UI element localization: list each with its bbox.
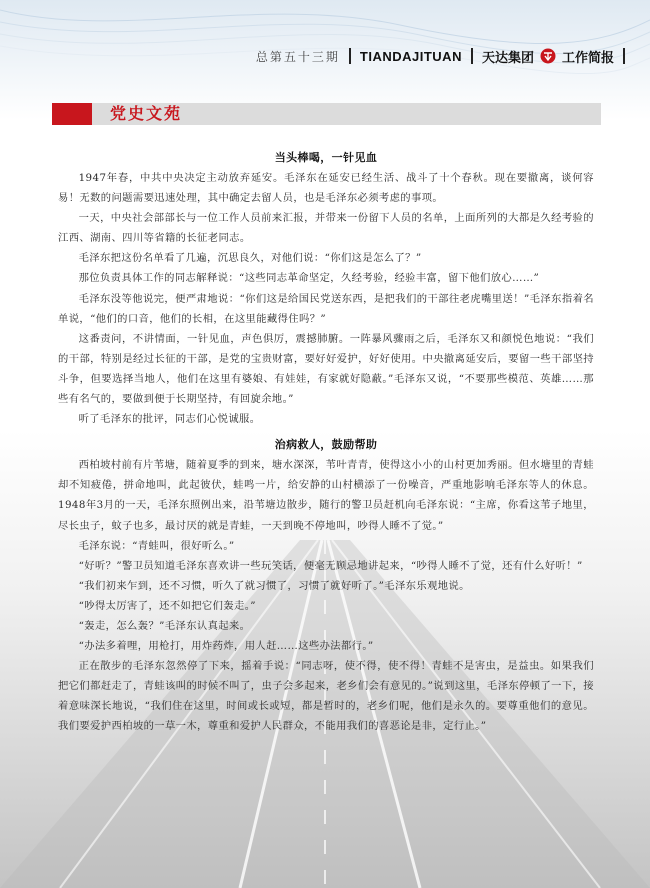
publication-name: 工作简报	[561, 50, 614, 66]
brand-chinese: 天达集团	[481, 50, 534, 66]
paragraph: “轰走，怎么轰？”毛泽东认真起来。	[78, 619, 251, 632]
paragraph: 1947年春，中共中央决定主动放弃延安。毛泽东在延安已经生活、战斗了十个春秋。现在要撤离，谈何容易！无数的问题需要迅速处理，其中确定去留人员，也是毛泽东必须考虑的事项。	[58, 172, 594, 205]
section-title-bar	[52, 103, 601, 125]
brand-english: TIANDAJITUAN	[359, 48, 462, 64]
company-logo-icon	[540, 48, 556, 64]
paragraph: 正在散步的毛泽东忽然停了下来，摇着手说：“同志呀，使不得，使不得！青蛙不是害虫，是益虫。如果我们把它们都赶走了，青蛙该叫的时候不叫了，虫子会多起来，老乡们会有意见的。”说到这里，毛泽东停顿了一下，接着意味深长地说，“我们住在这里，时间或长或短，都是暂时的，老乡们呢，他们是永久的。要尊重他们的意见。我们要爱护西柏坡的一草一木，尊重和爱护人民群众，不能用我们的喜恶论是非，定行止。”	[58, 660, 594, 733]
paragraph: 听了毛泽东的批评，同志们心悦诚服。	[78, 413, 261, 426]
section-title: 党史文苑	[110, 104, 183, 123]
paragraph: “办法多着哩，用枪打，用炸药炸，用人赶……这些办法都行。”	[78, 640, 374, 653]
story-heading-2: 治病救人，鼓励帮助	[274, 438, 378, 452]
paragraph: “好听？”警卫员知道毛泽东喜欢讲一些玩笑话，便毫无顾忌地讲起来，“吵得人睡不了觉，还有什么好听！”	[78, 559, 583, 572]
paragraph: 西柏坡村前有片苇塘，随着夏季的到来，塘水深深，苇叶青青，使得这小小的山村更加秀丽。但水塘里的青蛙却不知疲倦，拼命地叫，此起彼伏，蛙鸣一片，给安静的山村横添了一份噪音，严重地影响毛泽东等人的休息。1948年3月的一天，毛泽东照例出来，沿苇塘边散步，随行的警卫员赶机向毛泽东说：“主席，你看这苇子地里，尽长虫子，蚊子也多，最讨厌的就是青蛙，一天到晚不停地叫，吵得人睡不了觉。”	[58, 459, 594, 532]
header-divider	[623, 48, 625, 64]
paragraph: 毛泽东把这份名单看了几遍，沉思良久，对他们说：“你们这是怎么了？”	[78, 252, 422, 265]
issue-number: 总第五十三期	[255, 49, 340, 64]
paragraph: 那位负责具体工作的同志解释说：“这些同志革命坚定，久经考验，经验丰富，留下他们放心……”	[78, 272, 540, 285]
paragraph: “吵得太厉害了，还不如把它们轰走。”	[78, 599, 256, 612]
paragraph: 一天，中央社会部部长与一位工作人员前来汇报，并带来一份留下人员的名单，上面所列的大都是久经考验的江西、湖南、四川等省籍的长征老同志。	[58, 212, 594, 245]
page-header	[256, 43, 628, 69]
paragraph: 毛泽东说：“青蛙叫，很好听么。”	[78, 539, 235, 552]
article-body	[58, 148, 594, 737]
section-accent-block	[52, 103, 92, 125]
story-heading-1: 当头棒喝，一针见血	[274, 151, 378, 164]
header-divider	[471, 48, 473, 64]
paragraph: “我们初来乍到，还不习惯，听久了就习惯了，习惯了就好听了。”毛泽东乐观地说。	[78, 579, 470, 592]
paragraph: 毛泽东没等他说完，便严肃地说：“你们这是给国民党送东西，是把我们的干部往老虎嘴里送！”毛泽东指着名单说，“他们的口音，他们的长相，在这里能藏得住吗？”	[58, 292, 594, 325]
paragraph: 这番责问，不讲情面，一针见血，声色俱厉，震撼肺腑。一阵暴风骤雨之后，毛泽东又和颜悦色地说：“我们的干部，特别是经过长征的干部，是党的宝贵财富，要好好爱护，好好使用。中央撤离延安后，要留一些干部坚持斗争，但要选择当地人，他们在这里有婆娘、有娃娃，有家就好隐蔽。”毛泽东又说，“不要那些模范、英雄……那些有名气的，要做到便于长期坚持，有回旋余地。”	[58, 332, 594, 406]
header-divider	[349, 48, 351, 64]
